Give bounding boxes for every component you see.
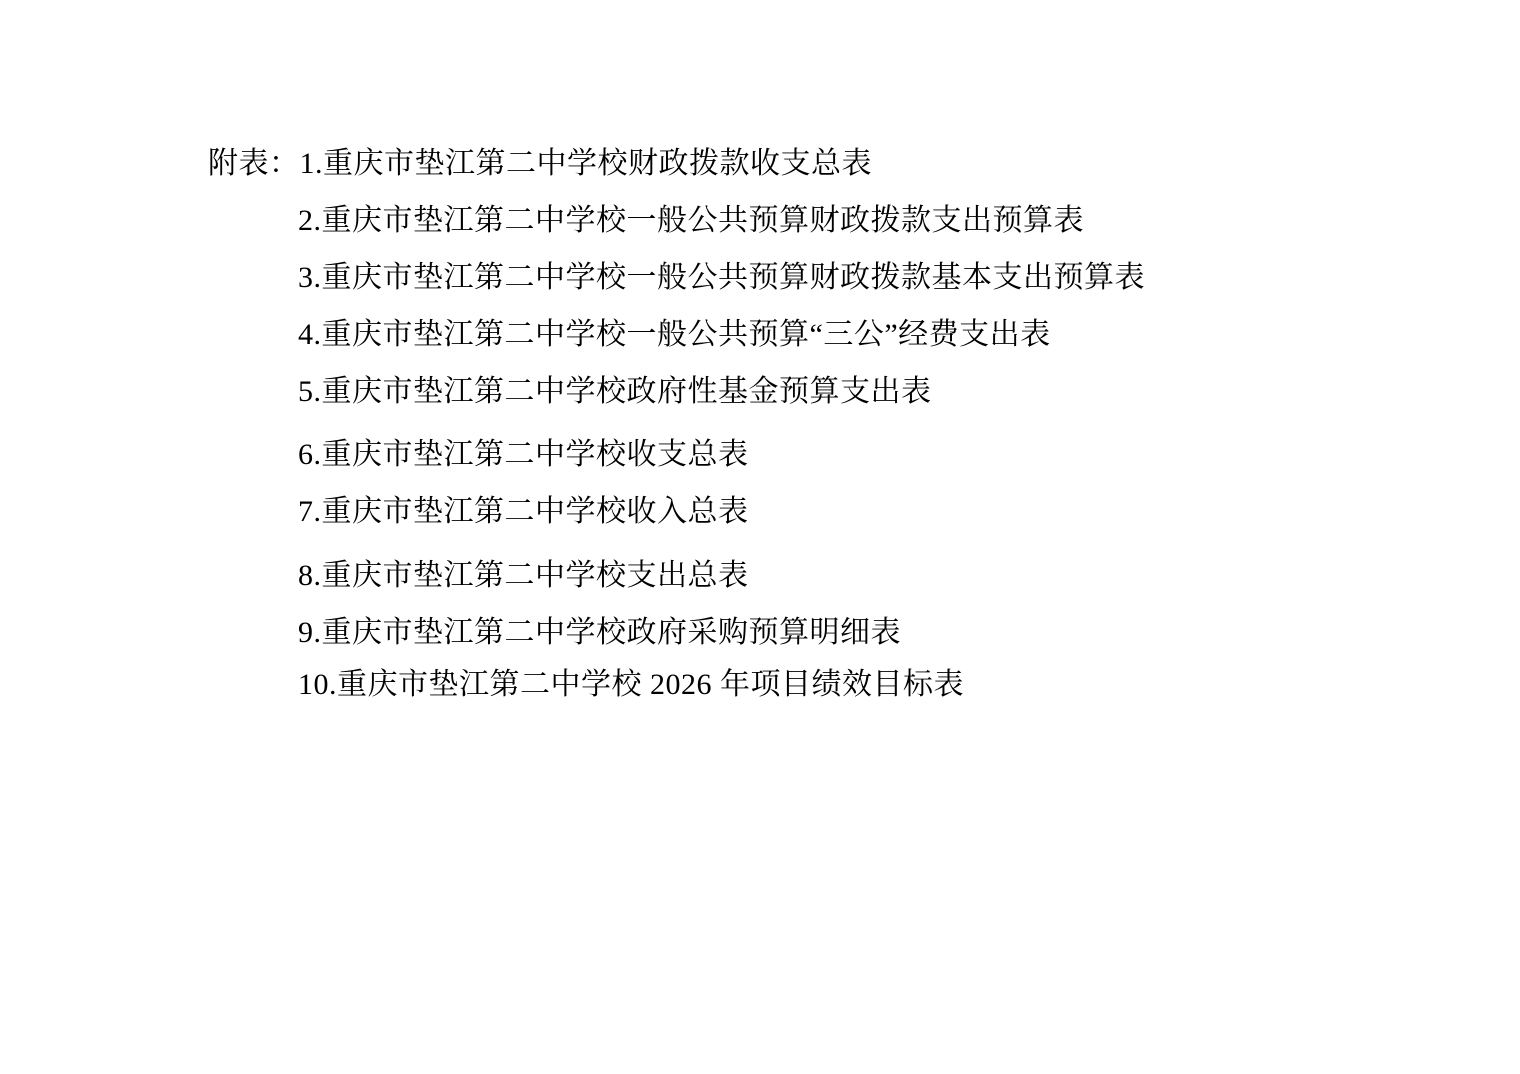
- appendix-line-3: [208, 245, 1520, 302]
- appendix-line-6: [208, 422, 1520, 479]
- appendix-line-8: [208, 543, 1520, 600]
- appendix-item-9: 9.重庆市垫江第二中学校政府采购预算明细表: [298, 615, 901, 649]
- appendix-item-3: 3.重庆市垫江第二中学校一般公共预算财政拨款基本支出预算表: [298, 260, 1145, 294]
- appendix-line-2: [208, 188, 1520, 245]
- appendix-item-2: 2.重庆市垫江第二中学校一般公共预算财政拨款支出预算表: [298, 203, 1084, 237]
- appendix-item-5: 5.重庆市垫江第二中学校政府性基金预算支出表: [298, 374, 932, 408]
- appendix-item-6: 6.重庆市垫江第二中学校收支总表: [298, 437, 749, 471]
- appendix-item-7: 7.重庆市垫江第二中学校收入总表: [298, 494, 749, 528]
- appendix-label: 附表：: [208, 146, 300, 180]
- appendix-item-1: 1.重庆市垫江第二中学校财政拨款收支总表: [299, 146, 872, 180]
- appendix-item-4: 4.重庆市垫江第二中学校一般公共预算“三公”经费支出表: [298, 317, 1051, 351]
- appendix-line-9: [208, 600, 1520, 657]
- appendix-line-1: [208, 131, 1520, 188]
- appendix-line-5: [208, 359, 1520, 416]
- appendix-item-10: 10.重庆市垫江第二中学校 2026 年项目绩效目标表: [298, 667, 964, 701]
- appendix-item-8: 8.重庆市垫江第二中学校支出总表: [298, 558, 749, 592]
- appendix-line-10: [208, 652, 1520, 709]
- appendix-line-4: [208, 302, 1520, 359]
- appendix-line-7: [208, 479, 1520, 536]
